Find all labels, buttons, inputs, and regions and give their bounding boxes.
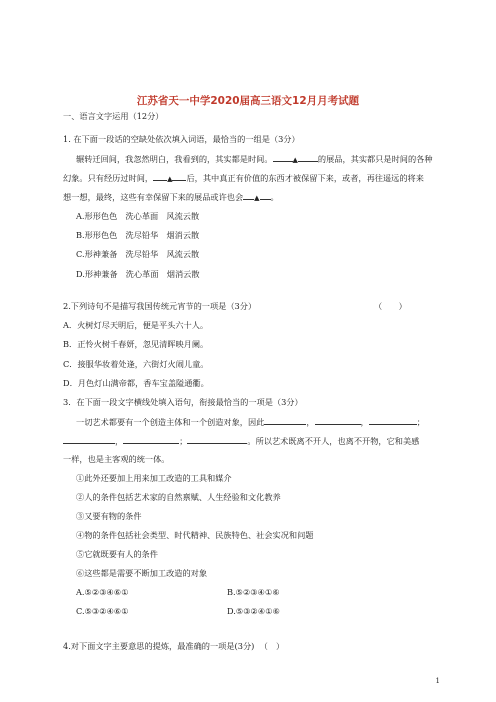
answer-paren: （ ） <box>259 641 285 651</box>
blank-1 <box>273 152 293 162</box>
q2-option-d: D．月色灯山满帝都，香车宝盖隘通衢。 <box>63 378 209 388</box>
question-3-line-1: 一切艺术都要有一个创造主体和一个创造对象，因此 ， ， ； <box>76 417 425 427</box>
q2-option-a: A．火树灯尽天明后，便是平头六十人。 <box>63 320 209 330</box>
q3-option-d: D.⑤③②④①⑥ <box>227 606 280 616</box>
question-1-line-3: 想一想，最终，这些有幸保留下来的展品或许也会 ▲ 。 <box>63 192 279 202</box>
question-1-line-1: 辗转迁回间，我忽然明白，我看到的，其实都是时间。 ▲ 的展品，其实都只是时间的各种 <box>76 154 433 164</box>
section-heading: 一、语言文字运用（12分） <box>63 111 164 121</box>
q3-option-b: B.⑤②③④①⑥ <box>227 587 280 597</box>
q3-option-c: C.⑤③②④⑥① <box>76 606 129 616</box>
q3-statement-1: ①此外还要加上用来加工改造的工具和媒介 <box>76 473 232 483</box>
page-title: 江苏省天一中学2020届高三语文12月月考试题 <box>136 95 360 107</box>
question-3-line-3: 一样，也是主客观的统一体。 <box>63 454 170 464</box>
blank-3 <box>243 190 254 200</box>
blank-marker: ▲ <box>292 156 298 164</box>
question-1-stem: 1. 在下面一段话的空缺处依次填入词语，最恰当的一组是（3分） <box>63 134 300 144</box>
q3-statement-4: ④物的条件包括社会类型、时代精神、民族特色、社会实况和问题 <box>76 530 314 540</box>
blank-2 <box>153 171 167 181</box>
blank <box>264 415 306 425</box>
q3-statement-2: ②人的条件包括艺术家的自然禀赋、人生经验和文化教养 <box>76 492 281 502</box>
blank <box>63 434 115 444</box>
page-number: 1 <box>435 677 440 685</box>
blank-marker: ▲ <box>167 175 173 183</box>
blank <box>315 415 361 425</box>
question-3-line-2: ， ； 。所以艺术既离不开人，也离不开物，它和美感 <box>63 434 419 447</box>
blank <box>187 434 247 444</box>
q3-statement-5: ⑤它就既要有人的条件 <box>76 549 158 559</box>
q1-option-c: C.形神兼备 洗尽铅华 风流云散 <box>76 249 200 259</box>
q2-option-b: B．正怜火树千春妍，忽见清晖映月阑。 <box>63 339 209 349</box>
question-3-stem: 3．在下面一段文字横线处填入语句，衔接最恰当的一项是（3分） <box>63 397 303 407</box>
q1-option-d: D.形神兼备 洗心革面 烟消云散 <box>76 269 200 279</box>
q3-statement-3: ③又要有物的条件 <box>76 511 142 521</box>
answer-paren: （ ） <box>374 301 407 311</box>
q3-statement-6: ⑥这些都是需要不断加工改造的对象 <box>76 568 208 578</box>
q1-option-a: A.形形色色 洗心革面 风流云散 <box>76 211 200 221</box>
blank-marker: ▲ <box>254 194 260 202</box>
blank <box>369 415 417 425</box>
q3-option-a: A.⑤②③④⑥① <box>76 587 129 597</box>
question-4-stem: 4.对下面文字主要意思的提炼，最准确的一项是(3分) （ ） <box>63 641 285 651</box>
question-1-line-2: 幻象。只有经历过时间， ▲ 后，其中真正有价值的东西才被保留下来，或者，再往遥远的将来 <box>63 173 424 183</box>
question-2-stem: 2.下列诗句不是描写我国传统元宵节的一项是（3分） <box>63 301 257 311</box>
blank <box>123 434 179 444</box>
q2-option-c: C．接服华妆着处逢，六街灯火闹儿童。 <box>63 359 209 369</box>
q1-option-b: B.形形色色 洗尽铅华 烟消云散 <box>76 230 200 240</box>
